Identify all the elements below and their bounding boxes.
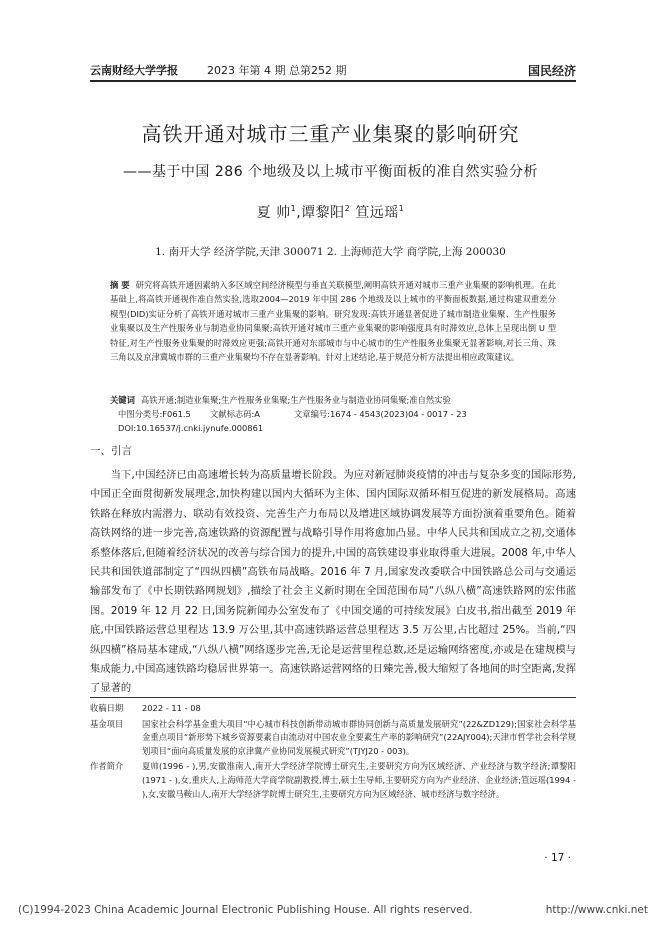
abstract [110,278,556,364]
body-paragraph: 当下,中国经济已由高速增长转为高质量增长阶段。为应对新冠肺炎疫情的冲击与复杂多变的国际形势,中国正全面贯彻新发展理念,加快构建以国内大循环为主体、国内国际双循环相互促进的新发展格局。高速铁路在释放内需潜力、联动有效投资、完善生产力布局以及增进区域协调发展等方面扮演着重要角色。随着高铁网络的进一步完善,高速铁路的资源配置与战略引导作用将愈加凸显。中华人民共和国成立之初,交通体系整体落后,但随着经济状况的改善与综合国力的提升,中国的高铁建设事业取得重大进展。2008 年,中华人民共和国铁道部制定了“四纵四横”高铁布局战略。2016 年 7 月,国家发改委联合中国铁路总公司与交通运输部发布了《中长期铁路网规划》,描绘了社会主义新时期在全国范围布局“八纵八横”高速铁路网的宏伟蓝图。2019 年 12 月 22 日,国务院新闻办公室发布了《中国交通的可持续发展》白皮书,指出截至 2019 年底,中国铁路运营总里程达 13.9 万公里,其中高速铁路运营总里程达 3.5 万公里,占比超过 25%。当前,“四纵四横”格局基本建成,“八纵八横”网络逐步完善,无论是运营里程总数,还是运输网络密度,亦或是在建规模与集成能力,中国高速铁路均稳居世界第一。高速铁路运营网络的日臻完善,极大缩短了各地间的时空距离,发挥了显著的 [90,469,576,695]
footnote-authors [90,760,576,801]
footnote-label: 收稿日期 [90,703,124,713]
footnote-text: 夏帅(1996 - ),男,安徽淮南人,南开大学经济学院博士研究生,主要研究方向为区域经济、产业经济与数字经济;谭黎阳(1971 - ),女,重庆人,上海师范大学商学院副教授,博士,硕士生导师,主要研究方向为产业经济、企业经济;笪远瑶(1994 - ),女,安徽马鞍山人,南开大学经济学院博士研究生,主要研究方向为区域经济、城市经济与数字经济。 [142,761,576,799]
footnotes [90,702,576,803]
keywords [110,393,556,407]
issue-info: 2023 年第 4 期 总第252 期 [207,64,347,77]
author-separator: , [296,205,302,221]
article-subtitle: ——基于中国 286 个地级及以上城市平衡面板的准自然实验分析 [122,164,539,180]
author-1: 夏 帅 [256,205,291,221]
journal-name: 云南财经大学学报 [90,64,178,77]
footnote-received [90,702,576,716]
doi: DOI:10.16537/j.cnki.jynufe.000861 [118,423,264,433]
author-1-affil: 1 [290,204,297,213]
footnote-funding [90,718,576,759]
header-rule [90,80,576,82]
article-number: 文章编号:1674 - 4543(2023)04 - 0017 - 23 [294,409,467,419]
clc-number: 中图分类号:F061.5 [118,409,191,419]
abstract-label: 摘 要 [110,280,130,290]
running-header [90,62,576,78]
section-heading: 一、引言 [90,445,132,457]
footnote-text: 国家社会科学基金重大项目“中心城市科技创新带动城市群协同创新与高质量发展研究”(22&ZD129);国家社会科学基金重点项目“新形势下城乡资源要素自由流动对中国农业全要素生产率的影响研究”(22AJY004);天津市哲学社会科学规划项目“面向高质量发展的京津冀产业协同发展模式研究”(TJYJ20 - 003)。 [142,718,576,756]
article-title: 高铁开通对城市三重产业集聚的影响研究 [141,122,520,146]
author-3-affil: 1 [398,204,405,213]
author-2-affil: 2 [344,204,351,213]
keywords-label: 关键词 [110,395,135,405]
footnote-label: 作者简介 [90,761,124,772]
author-2: 谭黎阳 [301,205,345,221]
affiliations: 1. 南开大学 经济学院,天津 300071 2. 上海师范大学 商学院,上海 200030 [155,246,506,258]
page-number: · 17 · [544,852,571,864]
abstract-text: 研究将高铁开通因素纳入多区域空间经济模型与垂直关联模型,阐明高铁开通对城市三重产业集聚的影响机理。在此基础上,将高铁开通视作准自然实验,选取2004—2019 年中国 286 个地级及以上城市的平衡面板数据,通过构建双重差分模型(DID)实证分析了高铁开通对城市三重产业集聚的影响。研究发现:高铁开通显著促进了城市制造业集聚、生产性服务业集聚以及生产性服务业与制造业协同集聚;高铁开通对城市三重产业集聚的影响强度具有时滞效应,总体上呈现出倒 U 型特征,对生产性服务业集聚的时滞效应更强;高铁开通对东部城市与中心城市的生产性服务业集聚无显著影响,对长三角、珠三角以及京津冀城市群的三重产业集聚均不存在显著影响。针对上述结论,基于规范分析方法提出相应政策建议。 [110,280,556,363]
footnote-label: 基金项目 [90,718,124,729]
author-line [0,202,661,222]
classification-line [118,407,558,421]
section-name: 国民经济 [527,64,576,78]
footnote-text: 2022 - 11 - 08 [142,703,201,713]
author-3: 笪远瑶 [355,205,399,221]
copyright-footer [18,904,648,916]
cnki-url: http://www.cnki.net [545,904,648,916]
footnote-rule [90,697,576,698]
keywords-text: 高铁开通;制造业集聚;生产性服务业集聚;生产性服务业与制造业协同集聚;准自然实验 [140,395,451,405]
document-code: 文献标志码:A [210,409,260,419]
copyright-text: (C)1994-2023 China Academic Journal Electronic Publishing House. All rights reserved. [18,904,473,916]
